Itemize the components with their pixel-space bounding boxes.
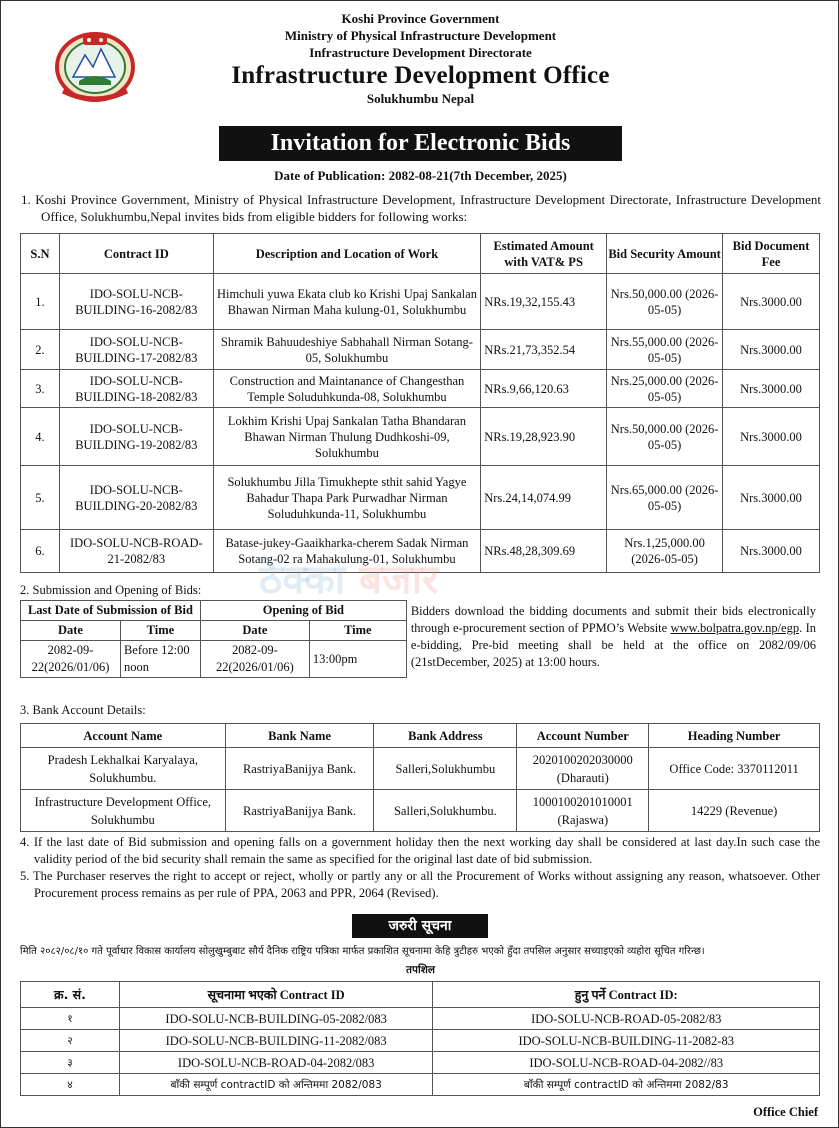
last-date-label: Last Date of Submission of Bid <box>21 601 201 621</box>
row-description: Himchuli yuwa Ekata club ko Krishi Upaj Sankalan Bhawan Nirman Maha kulung-01, Solukhumbu <box>213 274 481 330</box>
office-location: Solukhumbu Nepal <box>366 91 475 106</box>
directorate-name: Infrastructure Development Directorate <box>309 45 532 60</box>
row-sn: 1. <box>21 274 60 330</box>
works-row <box>21 274 820 330</box>
row-account-name: Pradesh Lekhalkai Karyalaya, Solukhumbu. <box>21 748 226 790</box>
notes <box>20 834 820 902</box>
row-bid-security: Nrs.25,000.00 (2026-05-05) <box>607 370 723 408</box>
row-heading-number: Office Code: 3370112011 <box>649 748 820 790</box>
submission-heading: 2. Submission and Opening of Bids: <box>20 583 202 597</box>
row-contract-id: IDO-SOLU-NCB-ROAD-21-2082/83 <box>59 530 213 573</box>
row-new-contract-id: IDO-SOLU-NCB-ROAD-05-2082/83 <box>433 1008 820 1030</box>
bank-row <box>21 748 820 790</box>
row-description: Lokhim Krishi Upaj Sankalan Tatha Bhandaran Bhawan Nirman Thulung Dudhkoshi-09, Solukhumbu <box>213 408 481 466</box>
row-document-fee: Nrs.3000.00 <box>723 330 820 370</box>
sub-date-label: Date <box>21 621 121 641</box>
header-bank-address: Bank Address <box>374 724 517 748</box>
correction-table <box>20 981 820 1096</box>
row-document-fee: Nrs.3000.00 <box>723 274 820 330</box>
bolpatra-link[interactable]: www.bolpatra.gov.np/egp <box>670 620 800 635</box>
intro-paragraph: 1. Koshi Province Government, Ministry of Physical Infrastructure Development, Infrastructure Development Directorate, Infrastructure Development Office, Solukhumbu,Nepal invites bids from eligible bidders for following works: <box>21 192 821 224</box>
row-bid-security: Nrs.50,000.00 (2026-05-05) <box>607 274 723 330</box>
row-serial: ३ <box>21 1052 120 1074</box>
urgent-notice-text: मिति २०८२/०८/१० गते पूर्वाधार विकास कार्यालय सोलुखुम्बुबाट सौर्य दैनिक राष्ट्रिय पत्रिका मार्फत प्रकाशित सूचनामा केहि त्रुटीहरु भएको हुँदा तपसिल अनुसार सच्याइएको व्यहोरा सूचित गरिन्छ। <box>20 946 705 957</box>
row-description: Construction and Maintanance of Changesthan Temple Soluduhkunda-08, Solukhumbu <box>213 370 481 408</box>
opening-date: 2082-09-22(2026/01/06) <box>200 641 309 678</box>
office-name: Infrastructure Development Office <box>231 62 610 89</box>
works-row <box>21 466 820 530</box>
header-document-fee: Bid Document Fee <box>723 234 820 274</box>
row-bank-address: Salleri,Solukhumbu. <box>374 790 517 832</box>
submission-time: Before 12:00 noon <box>120 641 200 678</box>
letterhead <box>1 10 839 107</box>
row-sn: 3. <box>21 370 60 408</box>
row-new-contract-id: IDO-SOLU-NCB-ROAD-04-2082//83 <box>433 1052 820 1074</box>
row-sn: 2. <box>21 330 60 370</box>
row-bank-name: RastriyaBanijya Bank. <box>225 790 374 832</box>
province-name: Koshi Province Government <box>341 11 500 26</box>
sub-time-label: Time <box>120 621 200 641</box>
row-new-contract-id: बाँकी सम्पूर्ण contractID को अन्तिममा 2082/83 <box>433 1074 820 1096</box>
header-new-contract-id: हुनु पर्ने Contract ID: <box>433 982 820 1008</box>
header-account-name: Account Name <box>21 724 226 748</box>
row-bid-security: Nrs.55,000.00 (2026-05-05) <box>607 330 723 370</box>
row-estimated-amount: NRs.48,28,309.69 <box>481 530 607 573</box>
correction-row <box>21 1030 820 1052</box>
header-estimated-amount: Estimated Amount with VAT& PS <box>481 234 607 274</box>
row-estimated-amount: NRs.21,73,352.54 <box>481 330 607 370</box>
bank-header-row <box>21 724 820 748</box>
row-contract-id: IDO-SOLU-NCB-BUILDING-16-2082/83 <box>59 274 213 330</box>
row-old-contract-id: IDO-SOLU-NCB-BUILDING-11-2082/083 <box>119 1030 433 1052</box>
works-row <box>21 530 820 573</box>
row-estimated-amount: NRs.19,32,155.43 <box>481 274 607 330</box>
row-contract-id: IDO-SOLU-NCB-BUILDING-17-2082/83 <box>59 330 213 370</box>
ministry-name: Ministry of Physical Infrastructure Development <box>284 28 557 43</box>
row-new-contract-id: IDO-SOLU-NCB-BUILDING-11-2082-83 <box>433 1030 820 1052</box>
header-old-contract-id: सूचनामा भएको Contract ID <box>119 982 433 1008</box>
bid-instructions: Bidders download the bidding documents and submit their bids electronically through e-procurement section of PPMO’s Website www.bolpatra.gov.np/egp. In e-bidding, Pre-bid meeting shall be held at the office on 2082/09/06 (21stDecember, 2025) at 13:00 hours. <box>406 601 820 678</box>
row-account-name: Infrastructure Development Office, Solukhumbu <box>21 790 226 832</box>
correction-row <box>21 1074 820 1096</box>
correction-row <box>21 1008 820 1030</box>
row-bid-security: Nrs.1,25,000.00 (2026-05-05) <box>607 530 723 573</box>
header-serial: क्र. सं. <box>21 982 120 1008</box>
row-bid-security: Nrs.65,000.00 (2026-05-05) <box>607 466 723 530</box>
header-description: Description and Location of Work <box>213 234 481 274</box>
header-bank-name: Bank Name <box>225 724 374 748</box>
row-document-fee: Nrs.3000.00 <box>723 466 820 530</box>
row-old-contract-id: IDO-SOLU-NCB-BUILDING-05-2082/083 <box>119 1008 433 1030</box>
header-heading-number: Heading Number <box>649 724 820 748</box>
urgent-notice-subtitle: तपशिल <box>406 964 435 976</box>
note-holiday: 4. If the last date of Bid submission and opening falls on a government holiday then the next working day shall be considered at last day.In such case the validity period of the bid security shall remain the same as specified for the original last date of bid submission. <box>20 835 820 866</box>
bank-table <box>20 723 820 832</box>
opening-label: Opening of Bid <box>200 601 406 621</box>
row-sn: 6. <box>21 530 60 573</box>
row-bid-security: Nrs.50,000.00 (2026-05-05) <box>607 408 723 466</box>
row-estimated-amount: NRs.19,28,923.90 <box>481 408 607 466</box>
header-bid-security: Bid Security Amount <box>607 234 723 274</box>
header-contract-id: Contract ID <box>59 234 213 274</box>
bank-row <box>21 790 820 832</box>
row-estimated-amount: Nrs.24,14,074.99 <box>481 466 607 530</box>
row-document-fee: Nrs.3000.00 <box>723 408 820 466</box>
bank-heading: 3. Bank Account Details: <box>20 703 146 717</box>
row-document-fee: Nrs.3000.00 <box>723 370 820 408</box>
row-document-fee: Nrs.3000.00 <box>723 530 820 573</box>
row-description: Solukhumbu Jilla Timukhepte sthit sahid Yagye Bahadur Thapa Park Purwadhar Nirman Soluduhkunda-11, Solukhumbu <box>213 466 481 530</box>
row-bank-address: Salleri,Solukhumbu <box>374 748 517 790</box>
row-old-contract-id: IDO-SOLU-NCB-ROAD-04-2082/083 <box>119 1052 433 1074</box>
office-chief-signature: Office Chief <box>753 1105 818 1119</box>
row-serial: १ <box>21 1008 120 1030</box>
notice-title: Invitation for Electronic Bids <box>219 126 622 161</box>
row-old-contract-id: बाँकी सम्पूर्ण contractID को अन्तिममा 2082/083 <box>119 1074 433 1096</box>
works-row <box>21 408 820 466</box>
row-contract-id: IDO-SOLU-NCB-BUILDING-20-2082/83 <box>59 466 213 530</box>
open-time-label: Time <box>309 621 406 641</box>
submission-table <box>20 600 820 678</box>
row-account-number: 1000100201010001 (Rajaswa) <box>517 790 649 832</box>
row-serial: ४ <box>21 1074 120 1096</box>
urgent-notice-title: जरुरी सूचना <box>352 914 488 938</box>
works-row <box>21 330 820 370</box>
row-account-number: 2020100202030000 (Dharauti) <box>517 748 649 790</box>
note-rights: 5. The Purchaser reserves the right to accept or reject, wholly or partly any or all the Procurement of Works without assigning any reason, whatsoever. Other Procurement process remains as per rule of PPA, 2063 and PPR, 2064 (Revised). <box>20 869 820 900</box>
works-header-row <box>21 234 820 274</box>
header-sn: S.N <box>21 234 60 274</box>
correction-header-row <box>21 982 820 1008</box>
works-row <box>21 370 820 408</box>
correction-row <box>21 1052 820 1074</box>
opening-time: 13:00pm <box>309 641 406 678</box>
row-bank-name: RastriyaBanijya Bank. <box>225 748 374 790</box>
submission-date: 2082-09-22(2026/01/06) <box>21 641 121 678</box>
works-table <box>20 233 820 573</box>
thekka-bazar-watermark: ठेक्का बजार <box>259 557 439 603</box>
row-serial: २ <box>21 1030 120 1052</box>
row-sn: 5. <box>21 466 60 530</box>
row-sn: 4. <box>21 408 60 466</box>
row-contract-id: IDO-SOLU-NCB-BUILDING-19-2082/83 <box>59 408 213 466</box>
row-contract-id: IDO-SOLU-NCB-BUILDING-18-2082/83 <box>59 370 213 408</box>
row-heading-number: 14229 (Revenue) <box>649 790 820 832</box>
row-description: Shramik Bahuudeshiye Sabhahall Nirman Sotang-05, Solukhumbu <box>213 330 481 370</box>
row-description: Batase-jukey-Gaaikharka-cherem Sadak Nirman Sotang-02 ra Mahakulung-01, Solukhumbu <box>213 530 481 573</box>
header-account-number: Account Number <box>517 724 649 748</box>
row-estimated-amount: NRs.9,66,120.63 <box>481 370 607 408</box>
publication-date: Date of Publication: 2082-08-21(7th December, 2025) <box>274 168 567 183</box>
open-date-label: Date <box>200 621 309 641</box>
